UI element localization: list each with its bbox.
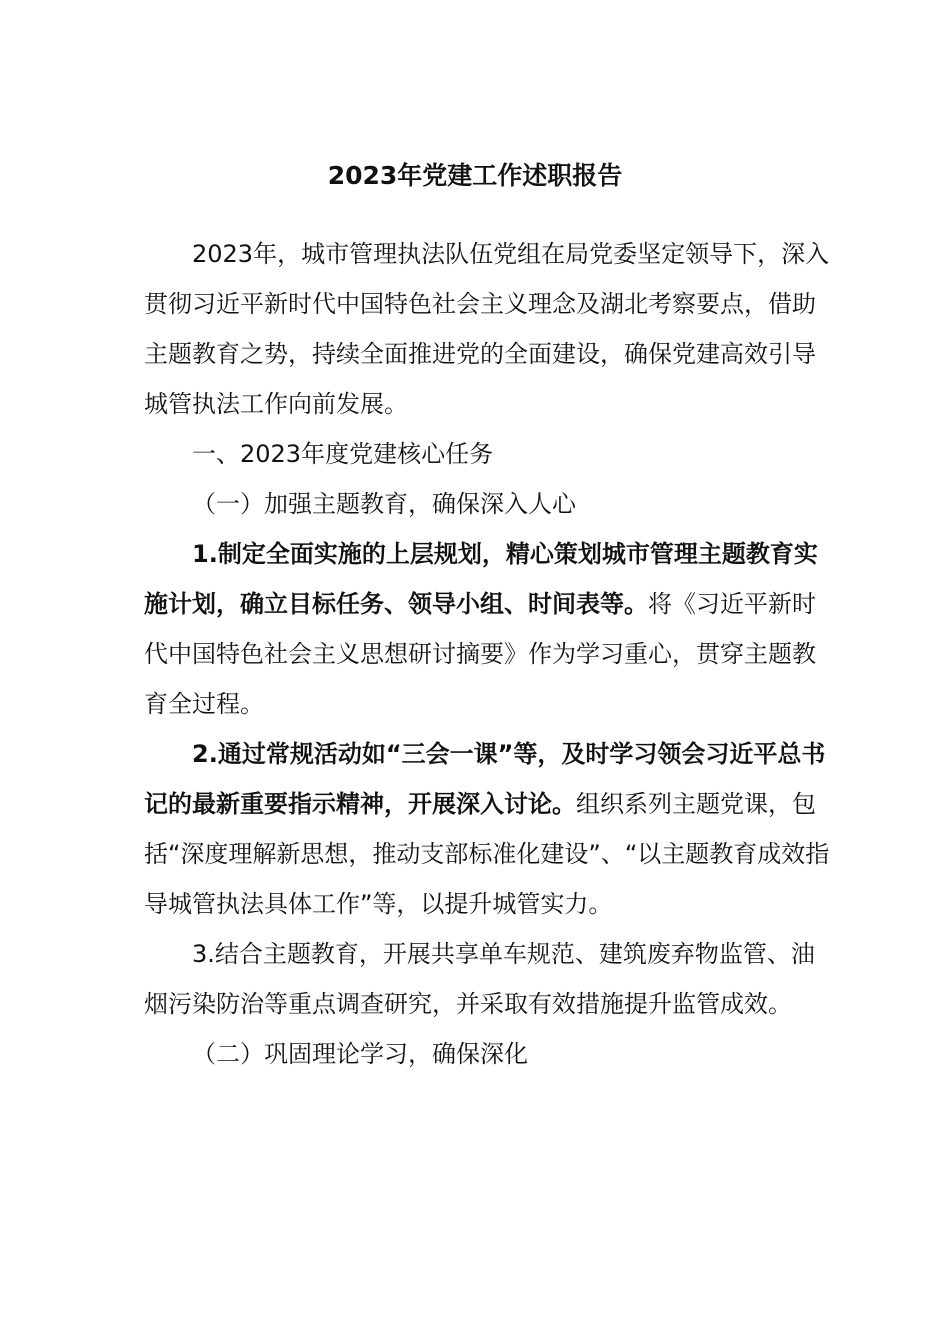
subsection-heading-2 bbox=[144, 1029, 834, 1079]
subsection-heading-2-text: （二）巩固理论学习，确保深化 bbox=[192, 1040, 528, 1068]
item-1-lead: 1.制定全面实施的上层规划，精心策划城市管理主题教育实施计划，确立目标任务、领导小组、时间表等。 bbox=[144, 540, 818, 618]
item-paragraph-1 bbox=[144, 529, 834, 729]
document-title: 2023年党建工作述职报告 bbox=[327, 161, 623, 190]
document-body bbox=[144, 229, 834, 1079]
section-heading-1 bbox=[144, 429, 834, 479]
item-1-text: 将《习近平新时代中国特色社会主义思想研讨摘要》作为学习重心，贯穿主题教育全过程。 bbox=[144, 590, 816, 718]
subsection-heading-text: （一）加强主题教育，确保深入人心 bbox=[192, 490, 576, 518]
section-heading-text: 一、2023年度党建核心任务 bbox=[192, 440, 494, 468]
intro-paragraph bbox=[144, 229, 834, 429]
item-2-text: 组织系列主题党课，包括“深度理解新思想，推动支部标准化建设”、“以主题教育成效指导城管执法具体工作”等，以提升城管实力。 bbox=[144, 790, 830, 918]
item-2-lead: 2.通过常规活动如“三会一课”等，及时学习领会习近平总书记的最新重要指示精神，开展深入讨论。 bbox=[144, 740, 826, 818]
intro-text: 2023年，城市管理执法队伍党组在局党委坚定领导下，深入贯彻习近平新时代中国特色社会主义理念及湖北考察要点，借助主题教育之势，持续全面推进党的全面建设，确保党建高效引导城管执法工作向前发展。 bbox=[144, 240, 830, 418]
item-paragraph-2 bbox=[144, 729, 834, 929]
subsection-heading-1 bbox=[144, 479, 834, 529]
item-3-text: 3.结合主题教育，开展共享单车规范、建筑废弃物监管、油烟污染防治等重点调查研究，并采取有效措施提升监管成效。 bbox=[144, 940, 815, 1018]
item-paragraph-3 bbox=[144, 929, 834, 1029]
